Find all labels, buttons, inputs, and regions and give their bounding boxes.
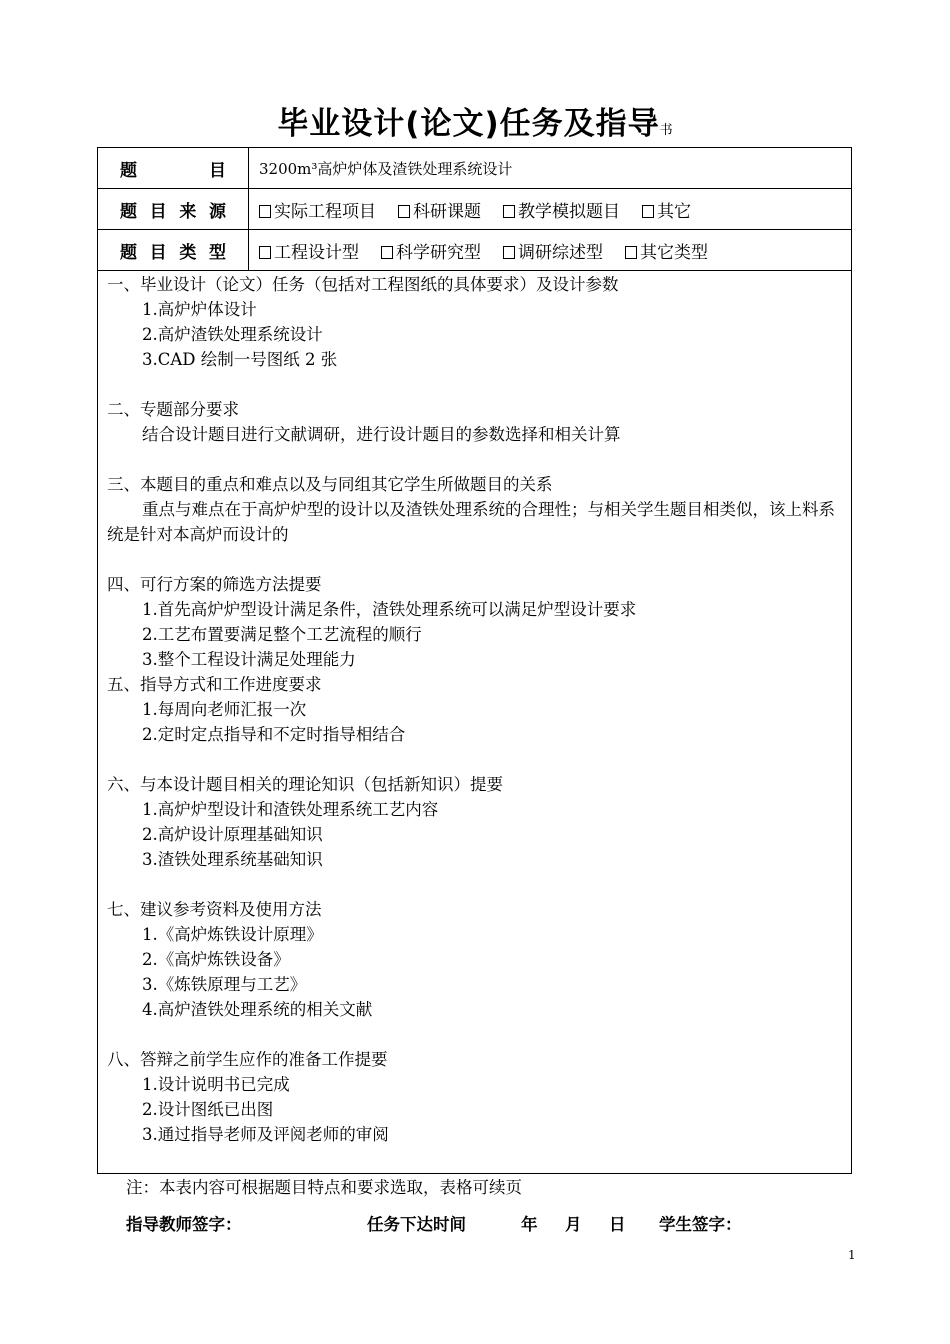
type-options — [259, 230, 851, 270]
table-note: 注：本表内容可根据题目特点和要求选取，表格可续页 — [126, 1178, 522, 1197]
checkbox-icon[interactable] — [381, 246, 393, 259]
source-option-engineering[interactable]: 实际工程项目 — [259, 197, 376, 222]
topic-label: 题 目 — [98, 148, 249, 188]
list-item: 2.设计图纸已出图 — [142, 1100, 274, 1119]
list-item: 3.整个工程设计满足处理能力 — [142, 650, 356, 669]
student-signature-label: 学生签字： — [659, 1215, 742, 1234]
year-label: 年 — [521, 1215, 538, 1234]
section-heading: 八、答辩之前学生应作的准备工作提要 — [107, 1050, 388, 1069]
source-options — [259, 189, 851, 229]
paragraph: 结合设计题目进行文献调研，进行设计题目的参数选择和相关计算 — [142, 425, 621, 444]
source-option-research[interactable]: 科研课题 — [398, 197, 481, 222]
section-heading: 一、毕业设计（论文）任务（包括对工程图纸的具体要求）及设计参数 — [107, 275, 619, 294]
list-item: 3.通过指导老师及评阅老师的审阅 — [142, 1125, 389, 1144]
checkbox-icon[interactable] — [259, 246, 271, 259]
document-title-main: 毕业设计(论文)任务及指导 — [277, 106, 660, 142]
section-heading: 七、建议参考资料及使用方法 — [107, 900, 322, 919]
section-heading: 二、专题部分要求 — [107, 400, 239, 419]
source-label: 题 目 来 源 — [98, 189, 249, 229]
type-row — [98, 230, 851, 271]
list-item: 1.每周向老师汇报一次 — [142, 700, 307, 719]
list-item: 1.高炉炉体设计 — [142, 300, 257, 319]
source-option-teaching[interactable]: 教学模拟题目 — [503, 197, 620, 222]
list-item: 3.CAD 绘制一号图纸 2 张 — [142, 350, 338, 369]
list-item: 1.《高炉炼铁设计原理》 — [142, 925, 323, 944]
list-item: 1.首先高炉炉型设计满足条件，渣铁处理系统可以满足炉型设计要求 — [142, 600, 637, 619]
checkbox-icon[interactable] — [398, 205, 410, 218]
type-label: 题 目 类 型 — [98, 230, 249, 270]
topic-value: 3200m³高炉炉体及渣铁处理系统设计 — [259, 159, 513, 178]
checkbox-icon[interactable] — [503, 205, 515, 218]
checkbox-icon[interactable] — [259, 205, 271, 218]
checkbox-icon[interactable] — [642, 205, 654, 218]
list-item: 1.设计说明书已完成 — [142, 1075, 290, 1094]
checkbox-icon[interactable] — [625, 246, 637, 259]
list-item: 1.高炉炉型设计和渣铁处理系统工艺内容 — [142, 800, 439, 819]
type-option-other[interactable]: 其它类型 — [625, 238, 708, 263]
section-heading: 五、指导方式和工作进度要求 — [107, 675, 322, 694]
task-content — [107, 272, 845, 1147]
section-heading: 三、本题目的重点和难点以及与同组其它学生所做题目的关系 — [107, 475, 553, 494]
page-number: 1 — [848, 1248, 856, 1262]
paragraph: 重点与难点在于高炉炉型的设计以及渣铁处理系统的合理性；与相关学生题目相类似，该上料系统是针对本高炉而设计的 — [107, 500, 835, 544]
source-option-other[interactable]: 其它 — [642, 197, 691, 222]
list-item: 4.高炉渣铁处理系统的相关文献 — [142, 1000, 373, 1019]
type-option-engineering[interactable]: 工程设计型 — [259, 238, 359, 263]
checkbox-icon[interactable] — [503, 246, 515, 259]
list-item: 2.高炉渣铁处理系统设计 — [142, 325, 323, 344]
list-item: 2.定时定点指导和不定时指导相结合 — [142, 725, 406, 744]
topic-row — [98, 148, 851, 189]
teacher-signature-label: 指导教师签字： — [126, 1215, 242, 1234]
section-heading: 四、可行方案的筛选方法提要 — [107, 575, 322, 594]
source-row — [98, 189, 851, 230]
list-item: 3.《炼铁原理与工艺》 — [142, 975, 307, 994]
day-label: 日 — [609, 1215, 626, 1234]
list-item: 2.《高炉炼铁设备》 — [142, 950, 290, 969]
task-form-table — [97, 147, 852, 1174]
list-item: 2.工艺布置要满足整个工艺流程的顺行 — [142, 625, 422, 644]
list-item: 2.高炉设计原理基础知识 — [142, 825, 323, 844]
document-title-suffix: 书 — [659, 123, 673, 138]
type-option-research[interactable]: 科学研究型 — [381, 238, 481, 263]
type-option-survey[interactable]: 调研综述型 — [503, 238, 603, 263]
month-label: 月 — [565, 1215, 582, 1234]
issue-time-label: 任务下达时间 — [367, 1215, 466, 1234]
list-item: 3.渣铁处理系统基础知识 — [142, 850, 323, 869]
section-heading: 六、与本设计题目相关的理论知识（包括新知识）提要 — [107, 775, 503, 794]
